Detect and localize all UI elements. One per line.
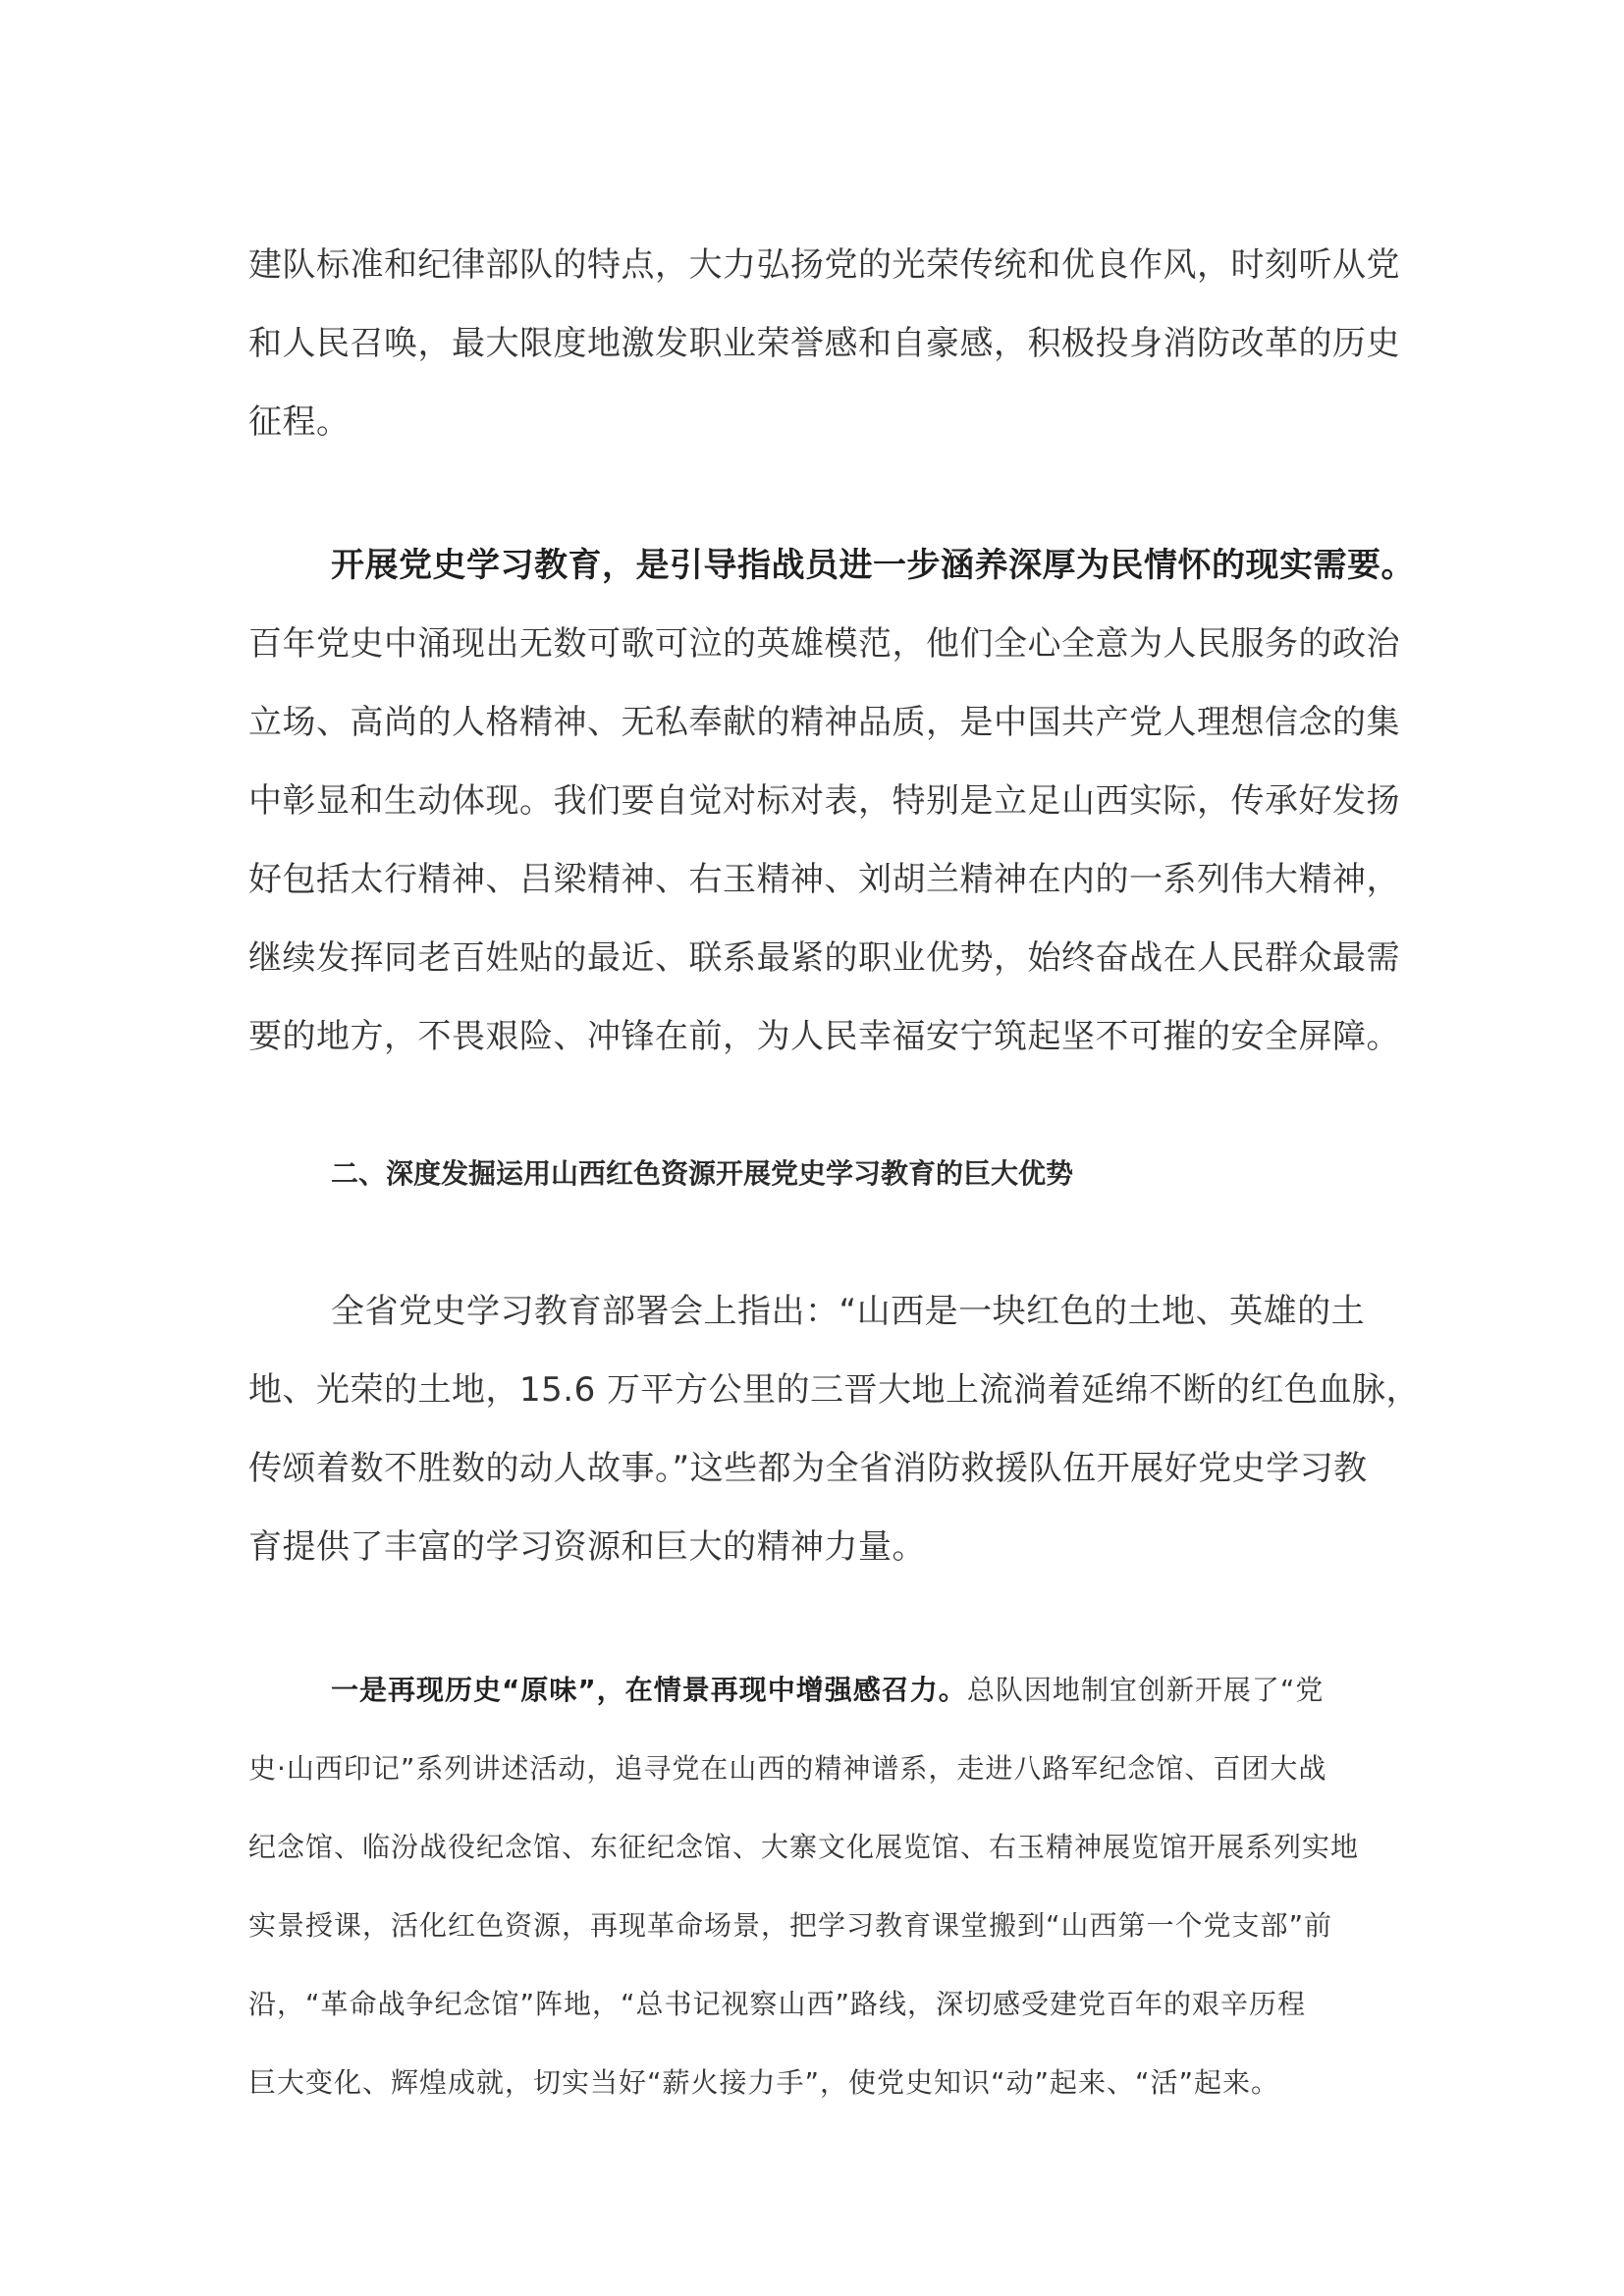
paragraph-lead-rest: 总队因地制宜创新开展了“党 [966,1674,1325,1706]
paragraph-gap [248,1076,1378,1135]
text-line: 育提供了丰富的学习资源和巨大的精神力量。 [248,1527,926,1567]
paragraph-3 [248,1272,1421,1586]
paragraph-gap [248,1586,1378,1651]
section-heading: 二、深度发掘运用山西红色资源开展党史学习教育的巨大优势 [331,1157,1074,1190]
text-line: 纪念馆、临汾战役纪念馆、东征纪念馆、大寨文化展览馆、右玉精神展览馆开展系列实地 [248,1831,1360,1863]
text-line: 百年党史中涌现出无数可歌可泣的英雄模范，他们全心全意为人民服务的政治 [248,624,1400,664]
text-line: 史·山西印记”系列讲述活动，追寻党在山西的精神谱系，走进八路军纪念馆、百团大战 [248,1752,1327,1785]
text-line: 征程。 [248,402,351,442]
paragraph-1 [248,226,1400,461]
paragraph-2 [248,526,1415,1076]
text-line: 巨大变化、辉煌成就，切实当好“薪火接力手”，使党史知识“动”起来、“活”起来。 [248,2066,1280,2099]
text-line: 中彰显和生动体现。我们要自觉对标对表，特别是立足山西实际，传承好发扬 [248,781,1400,821]
document-body [248,226,1421,2122]
text-line: 地、光荣的土地，15.6 万平方公里的三晋大地上流淌着延绵不断的红色血脉， [248,1370,1421,1410]
text-line: 继续发挥同老百姓贴的最近、联系最紧的职业优势，始终奋战在人民群众最需 [248,938,1400,978]
text-line: 全省党史学习教育部署会上指出：“山西是一块红色的土地、英雄的土 [331,1292,1366,1331]
text-line: 建队标准和纪律部队的特点，大力弘扬党的光荣传统和优良作风，时刻听从党 [248,245,1400,285]
text-line: 实景授课，活化红色资源，再现革命场景，把学习教育课堂搬到“山西第一个党支部”前 [248,1909,1333,1942]
text-line: 沿，“革命战争纪念馆”阵地，“总书记视察山西”路线，深切感受建党百年的艰辛历程 [248,1988,1307,2020]
text-line: 好包括太行精神、吕梁精神、右玉精神、刘胡兰精神在内的一系列伟大精神， [248,860,1400,899]
text-line: 要的地方，不畏艰险、冲锋在前，为人民幸福安宁筑起坚不可摧的安全屏障。 [248,1017,1400,1056]
paragraph-lead-sentence: 一是再现历史“原味”，在情景再现中增强感召力。 [331,1674,967,1706]
text-line: 立场、高尚的人格精神、无私奉献的精神品质，是中国共产党人理想信念的集 [248,703,1400,742]
paragraph-4 [248,1651,1378,2122]
text-line: 和人民召唤，最大限度地激发职业荣誉感和自豪感，积极投身消防改革的历史 [248,324,1400,363]
text-line [248,1651,1378,1730]
paragraph-gap [248,1213,1378,1272]
text-line: 传颂着数不胜数的动人故事。”这些都为全省消防救援队伍开展好党史学习教 [248,1449,1368,1488]
paragraph-gap [248,461,1378,526]
paragraph-lead-sentence: 开展党史学习教育，是引导指战员进一步涵养深厚为民情怀的现实需要。 [331,546,1415,585]
